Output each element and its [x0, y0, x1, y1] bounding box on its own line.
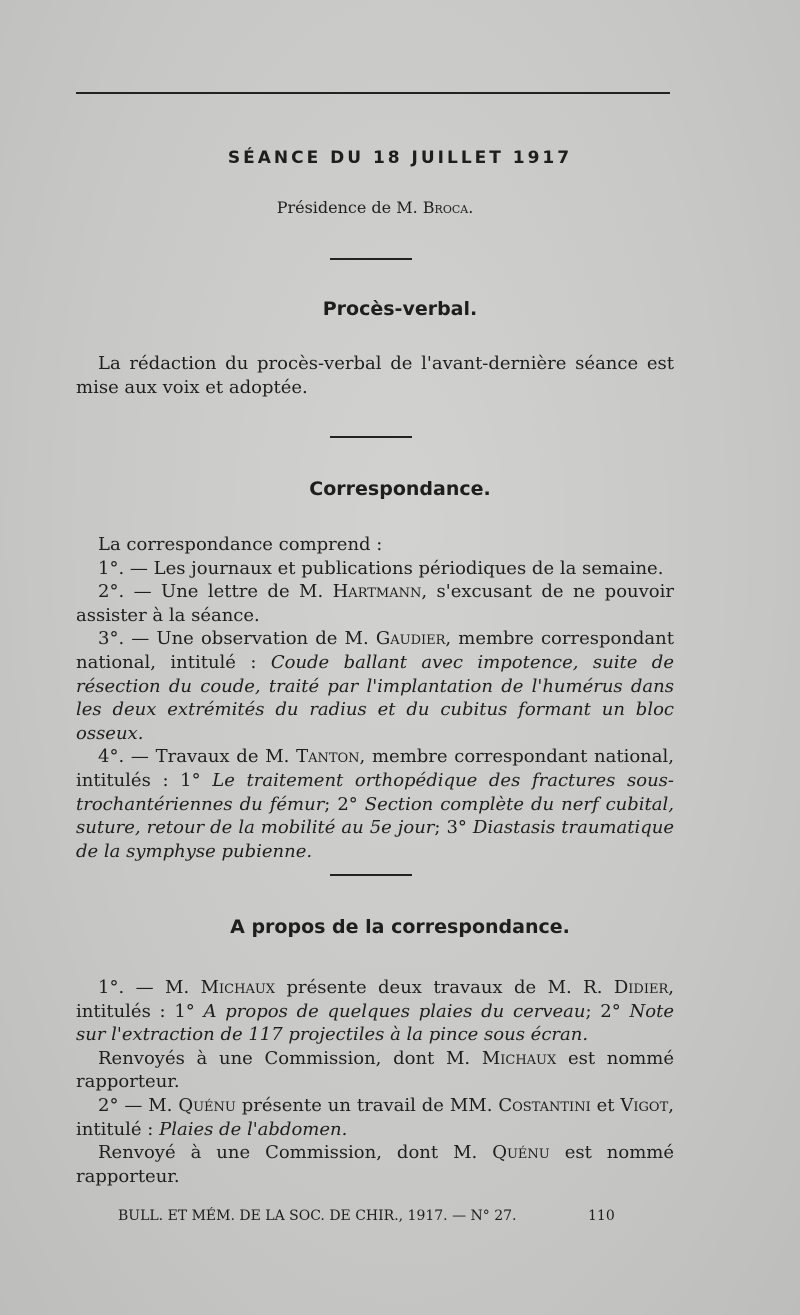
paragraph: 3°. — Une observation de M. Gaudier, membre correspondant national, intitulé : Coude ballant avec impotence, suite de résection du coude, traité par l'implantation de l'humérus dans les deux extrémités du radius et du cubitus formant un bloc osseux.	[76, 628, 674, 744]
paragraph: 1°. — M. Michaux présente deux travaux de M. R. Didier, intitulés : 1° A propos de quelques plaies du cerveau; 2° Note sur l'extraction de 117 projectiles à la pince sous écran.	[76, 977, 674, 1046]
footer-citation: BULL. ET MÉM. DE LA SOC. DE CHIR., 1917. — N° 27.	[118, 1208, 517, 1224]
person-name: Vigot	[620, 1094, 669, 1116]
top-rule	[76, 92, 670, 94]
person-name: Quénu	[178, 1094, 236, 1116]
person-name: Michaux	[200, 977, 276, 998]
person-name: Michaux	[481, 1047, 557, 1069]
work-title: Plaies de l'abdomen.	[159, 1118, 348, 1140]
paragraph: 4°. — Travaux de M. Tanton, membre correspondant national, intitulés : 1° Le traitement orthopédique des fractures sous-trochantériennes du fémur; 2° Section complète du nerf cubital, suture, retour de la mobilité au 5e jour; 3° Diastasis traumatique de la symphyse pubienne.	[76, 746, 674, 862]
section-title-proces-verbal: Procès-verbal.	[322, 298, 478, 320]
page-footer	[118, 1208, 618, 1224]
correspondance-text	[76, 533, 674, 863]
separator-rule	[330, 436, 412, 438]
paragraph: 2° — M. Quénu présente un travail de MM. Costantini et Vigot, intitulé : Plaies de l'abdomen.	[76, 1094, 674, 1140]
section-title-correspondance: Correspondance.	[309, 478, 491, 500]
proces-verbal-text	[76, 352, 674, 399]
person-name: Didier	[613, 977, 669, 998]
person-name: Quénu	[492, 1142, 550, 1164]
paragraph: 1°. — Les journaux et publications périodiques de la semaine.	[98, 557, 664, 579]
paragraph: La rédaction du procès-verbal de l'avant-dernière séance est mise aux voix et adoptée.	[76, 353, 674, 398]
paragraph: 2°. — Une lettre de M. Hartmann, s'excusant de ne pouvoir assister à la séance.	[76, 581, 674, 626]
paragraph: Renvoyé à une Commission, dont M. Quénu est nommé rapporteur.	[76, 1142, 674, 1187]
separator-rule	[330, 258, 412, 260]
page-number: 110	[588, 1208, 615, 1224]
work-title: Note sur l'extraction de 117 projectiles à la pince sous écran.	[76, 1000, 674, 1046]
paragraph: Renvoyés à une Commission, dont M. Michaux est nommé rapporteur.	[76, 1047, 674, 1093]
separator-rule	[330, 874, 412, 876]
work-title: Section complète du nerf cubital, suture, retour de la mobilité au 5e jour	[76, 793, 674, 839]
work-title: Diastasis traumatique de la symphyse pubienne.	[76, 817, 674, 862]
person-name: Costantini	[498, 1094, 591, 1116]
work-title: A propos de quelques plaies du cerveau	[203, 1000, 586, 1022]
work-title: Le traitement orthopédique des fractures sous-trochantériennes du fémur	[76, 769, 674, 815]
session-heading: SÉANCE DU 18 JUILLET 1917	[227, 148, 573, 168]
work-title: Coude ballant avec impotence, suite de résection du coude, traité par l'implantation de l'humérus dans les deux extrémités du radius et du cubitus formant un bloc osseux.	[76, 651, 674, 744]
presidency-line: Présidence de M. Broca.	[276, 198, 474, 217]
paragraph: La correspondance comprend :	[98, 534, 383, 555]
person-name: Hartmann	[332, 581, 422, 603]
section-title-a-propos: A propos de la correspondance.	[230, 916, 570, 938]
person-name: Gaudier	[375, 628, 446, 650]
person-name: Tanton	[296, 746, 360, 768]
a-propos-text	[76, 976, 674, 1188]
president-name: Broca	[422, 198, 469, 217]
